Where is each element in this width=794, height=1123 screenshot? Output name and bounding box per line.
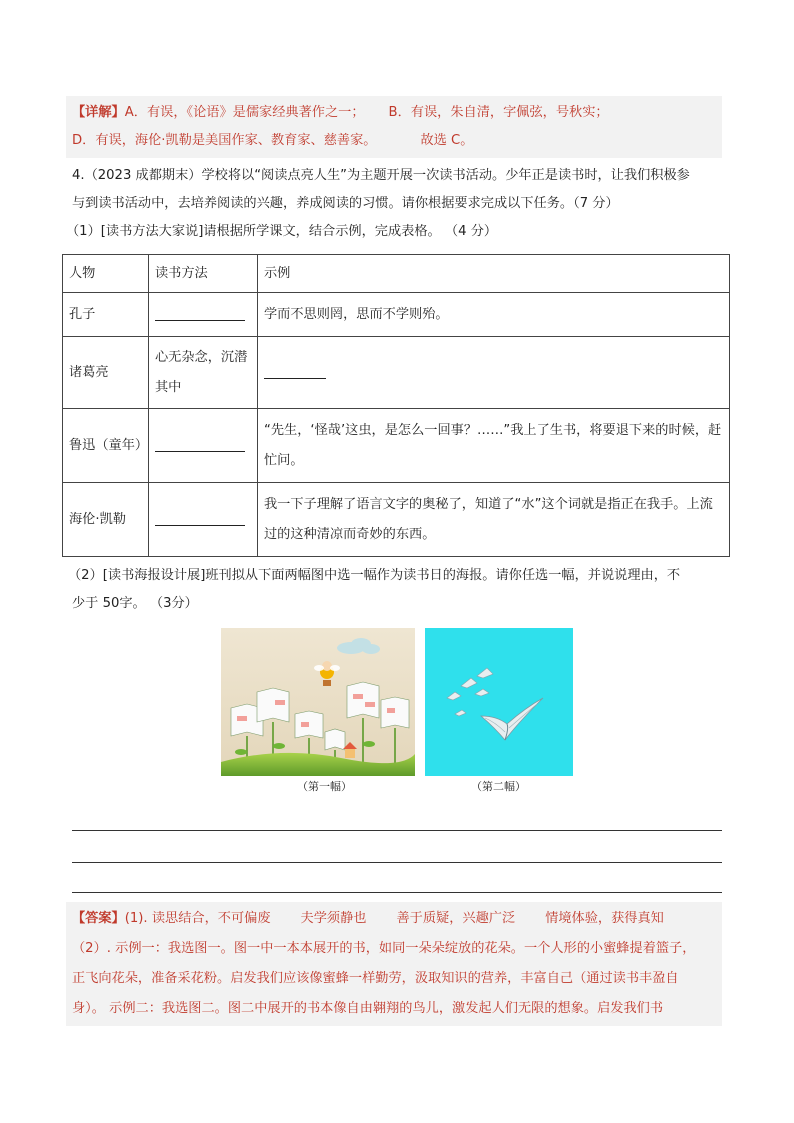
answer-line-3: 正飞向花朵，准备采花粉。启发我们应该像蜜蜂一样勤劳，汲取知识的营养，丰富自己（通过读书丰盈自 [72, 971, 679, 986]
explanation-box [66, 96, 722, 158]
question-line-2: 与到读书活动中，去培养阅读的兴趣，养成阅读的习惯。请你根据要求完成以下任务。（7 分） [72, 196, 619, 211]
table-row [63, 409, 730, 483]
answer-line-2: （2）. 示例一：我选图一。图一中一本本展开的书，如同一朵朵绽放的花朵。一个人形的小蜜蜂提着篮子， [72, 941, 696, 956]
cell-person: 孔子 [63, 293, 149, 337]
table-row [63, 483, 730, 557]
table-header-row [63, 255, 730, 293]
cell-method-blank[interactable] [149, 483, 258, 557]
caption-1: （第一幅） [297, 780, 352, 793]
cell-method-blank[interactable] [149, 409, 258, 483]
writing-line-2[interactable] [72, 862, 722, 863]
subquestion-1: （1）[读书方法大家说]请根据所学课文，结合示例，完成表格。 （4 分） [66, 224, 498, 239]
answer-blank[interactable] [155, 511, 245, 526]
explanation-line-1 [72, 99, 716, 127]
cell-method: 心无杂念，沉潜其中 [149, 337, 258, 409]
answer-line-4: 身）。 示例二：我选图二。图二中展开的书本像自由翱翔的鸟儿，激发起人们无限的想象。启发我们书 [72, 1001, 664, 1016]
explanation-conclusion: 故选 C。 [420, 133, 474, 148]
cell-person: 海伦·凯勒 [63, 483, 149, 557]
cell-method-blank[interactable] [149, 293, 258, 337]
cell-example: “先生，‘怪哉’这虫，是怎么一回事？……”我上了生书，将要退下来的时候，赶忙问。 [258, 409, 730, 483]
cell-example: 我一下子理解了语言文字的奥秘了，知道了“水”这个词就是指正在我手。上流过的这种清凉而奇妙的东西。 [258, 483, 730, 557]
poster-image-2[interactable] [425, 628, 573, 776]
question-line-1: 4.（2023 成都期末）学校将以“阅读点亮人生”为主题开展一次读书活动。少年正是读书时，让我们积极参 [72, 168, 690, 183]
subquestion-2 [68, 562, 728, 618]
cell-example: 学而不思则罔，思而不学则殆。 [258, 293, 730, 337]
explanation-line-2 [72, 127, 716, 155]
header-method: 读书方法 [149, 255, 258, 293]
question-block [66, 162, 732, 246]
cell-example-blank[interactable] [258, 337, 730, 409]
cell-person: 诸葛亮 [63, 337, 149, 409]
answer-line-1: 【答案】(1). 读思结合，不可偏废 夫学须静也 善于质疑，兴趣广泛 情境体验，获得真知 [72, 911, 664, 926]
poster-image-1[interactable] [221, 628, 415, 776]
subquestion-2-line-2: 少于 50字。 （3分） [72, 596, 198, 611]
subquestion-2-line-1: （2）[读书海报设计展]班刊拟从下面两幅图中选一幅作为读书日的海报。请你任选一幅，并说说理由，不 [68, 568, 681, 583]
header-example: 示例 [258, 255, 730, 293]
writing-line-3[interactable] [72, 892, 722, 893]
answer-blank[interactable] [264, 364, 326, 379]
answer-blank[interactable] [155, 437, 245, 452]
caption-2: （第二幅） [471, 780, 526, 793]
explanation-a: A．有误，《论语》是儒家经典著作之一； [124, 105, 365, 120]
answer-tag: 【答案】 [72, 911, 125, 926]
poster-images [221, 628, 575, 798]
cell-person: 鲁迅（童年） [63, 409, 149, 483]
explanation-b: B．有误，朱自清，字佩弦，号秋实； [388, 105, 609, 120]
explanation-tag: 【详解】 [72, 105, 125, 120]
table-row [63, 293, 730, 337]
writing-line-1[interactable] [72, 830, 722, 831]
table-row [63, 337, 730, 409]
answer-box [66, 902, 722, 1026]
reading-method-table [62, 254, 730, 557]
header-person: 人物 [63, 255, 149, 293]
explanation-d: D．有误，海伦·凯勒是美国作家、教育家、慈善家。 [72, 133, 377, 148]
answer-blank[interactable] [155, 306, 245, 321]
